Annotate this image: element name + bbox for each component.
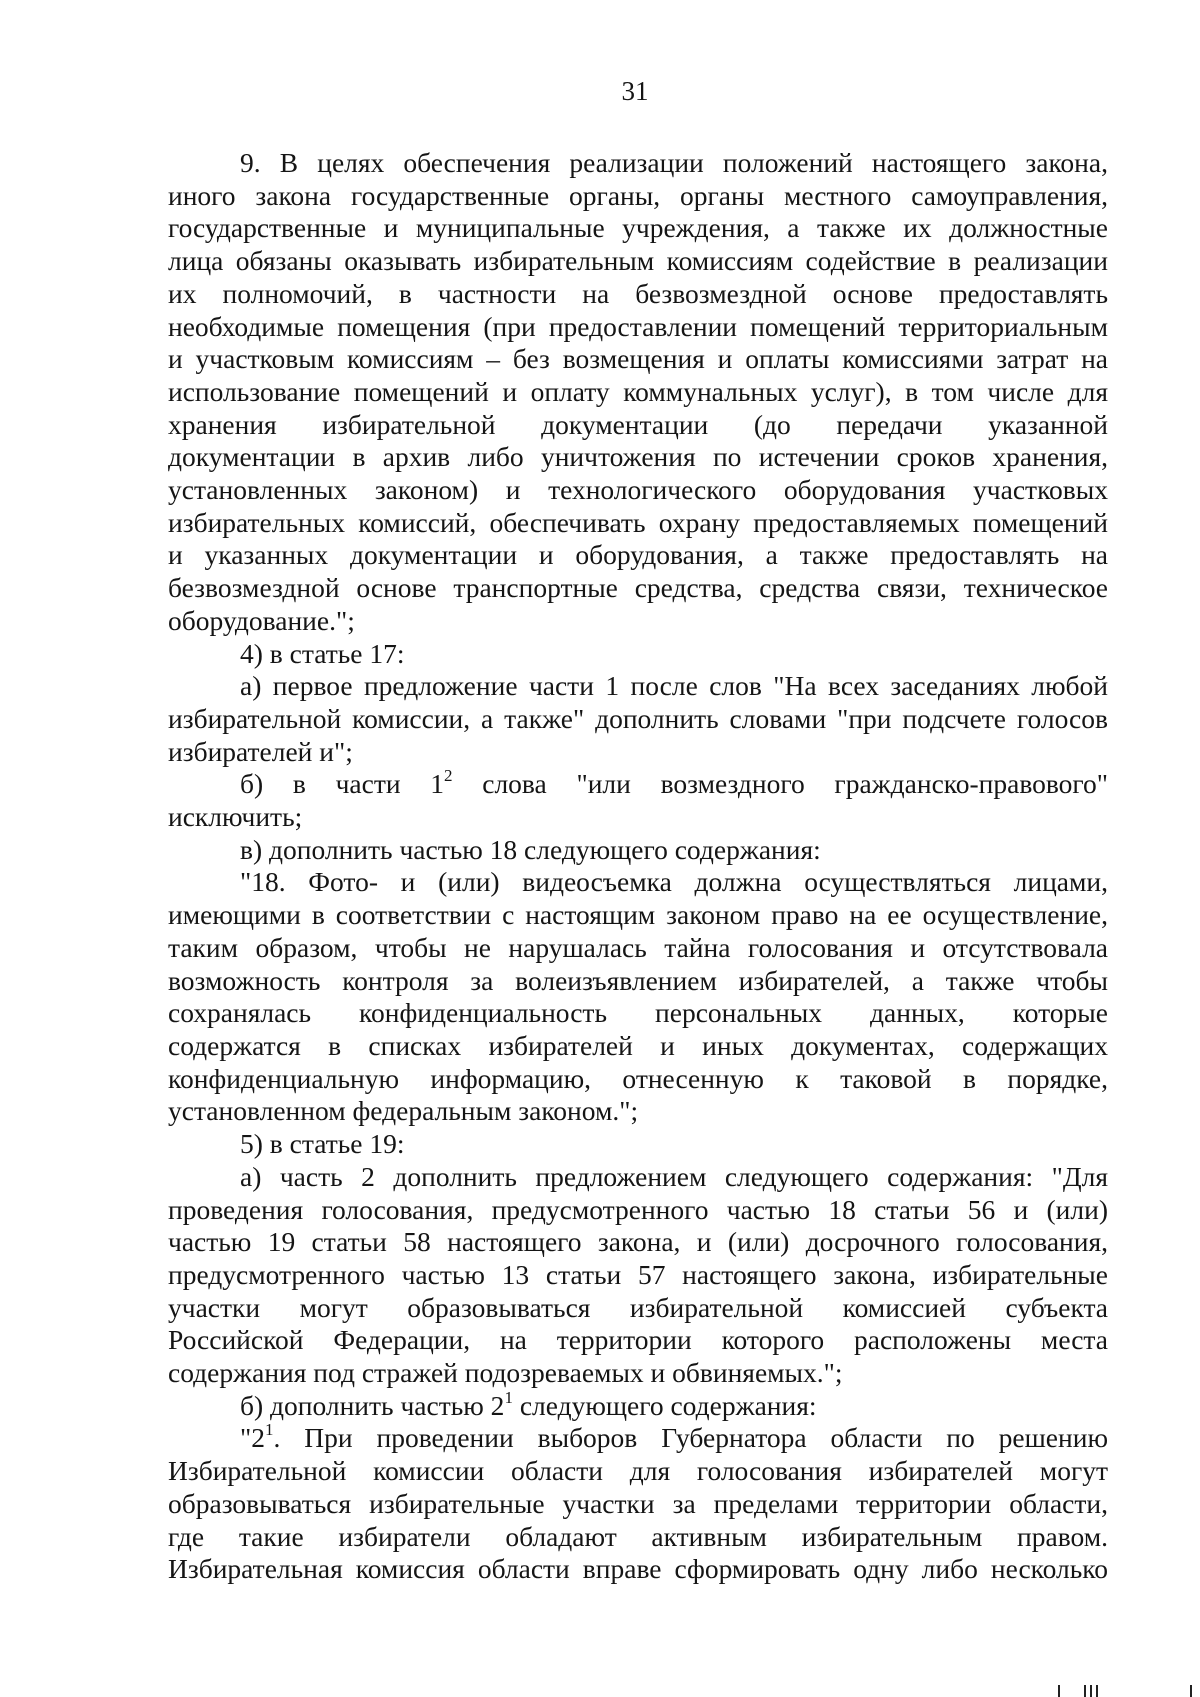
text-line: необходимые помещения (при предоставлении помещений территориальным xyxy=(168,310,1108,342)
text-line: содержатся в списках избирателей и иных документах, содержащих xyxy=(168,1029,1108,1061)
clause-9-paragraph xyxy=(168,147,1108,638)
page-number: 31 xyxy=(621,76,649,106)
text-line: Избирательной комиссии области для голосования избирателей могут xyxy=(168,1455,1108,1487)
superscript: 1 xyxy=(264,1420,274,1440)
text-line: предусмотренного частью 13 статьи 57 настоящего закона, избирательные xyxy=(168,1258,1108,1290)
text-line: и указанных документации и оборудования, а также предоставлять на xyxy=(168,539,1108,571)
text-segment: "2 xyxy=(240,1422,265,1454)
text-line: имеющими в соответствии с настоящим законом право на ее осуществление, xyxy=(168,899,1108,931)
text-line: 9. В целях обеспечения реализации положений настоящего закона, xyxy=(240,147,1108,178)
part-18-paragraph xyxy=(168,866,1108,1128)
text-segment: слова "или возмездного гражданско-правового" xyxy=(452,768,1108,800)
text-line: их полномочий, в частности на безвозмездной основе предоставлять xyxy=(168,277,1108,309)
text-line: безвозмездной основе транспортные средства, средства связи, техническое xyxy=(168,572,1108,604)
text-line: частью 19 статьи 58 настоящего закона, и (или) досрочного голосования, xyxy=(168,1226,1108,1258)
superscript: 1 xyxy=(504,1387,513,1407)
scan-edge-marks xyxy=(1040,1679,1200,1697)
item-4a-paragraph xyxy=(168,670,1108,768)
text-line: сохранялась конфиденциальность персональных данных, которые xyxy=(168,997,1108,1029)
text-segment: б) дополнить частью 2 xyxy=(240,1389,505,1421)
text-line: избирательной комиссии, а также" дополнить словами "при подсчете голосов xyxy=(168,702,1108,734)
text-line: избирательных комиссий, обеспечивать охрану предоставляемых помещений xyxy=(168,506,1108,538)
text-line: а) часть 2 дополнить предложением следующего содержания: "Для xyxy=(240,1160,1108,1192)
text-line: использование помещений и оплату коммунальных услуг), в том числе для xyxy=(168,375,1108,407)
text-segment: . При проведении выборов Губернатора области по решению xyxy=(273,1422,1108,1454)
text-line: Избирательная комиссия области вправе сформировать одну либо несколько xyxy=(168,1553,1108,1585)
item-4c-heading: в) дополнить частью 18 следующего содержания: xyxy=(240,833,821,865)
text-line xyxy=(168,768,1108,801)
item-5b-heading xyxy=(168,1387,1108,1423)
part-2-1-paragraph xyxy=(168,1422,1108,1586)
text-line: избирателей и"; xyxy=(168,735,353,767)
text-line: участки могут образовываться избирательной комиссией субъекта xyxy=(168,1291,1108,1323)
text-line: "18. Фото- и (или) видеосъемка должна осуществляться лицами, xyxy=(240,866,1108,898)
text-line: а) первое предложение части 1 после слов "На всех заседаниях любой xyxy=(240,670,1108,702)
text-line: государственные и муниципальные учреждения, а также их должностные xyxy=(168,212,1108,244)
text-line: и участковым комиссиям – без возмещения и оплаты комиссиями затрат на xyxy=(168,343,1108,375)
text-line: образовываться избирательные участки за пределами территории области, xyxy=(168,1487,1108,1519)
text-line: хранения избирательной документации (до передачи указанной xyxy=(168,408,1108,440)
text-line: оборудование."; xyxy=(168,604,355,636)
text-line: Российской Федерации, на территории которого расположены места xyxy=(168,1324,1108,1356)
item-4b-paragraph xyxy=(168,768,1108,833)
text-line xyxy=(168,1422,1108,1455)
text-line: установленных законом) и технологического оборудования участковых xyxy=(168,474,1108,506)
text-line: установленном федеральным законом."; xyxy=(168,1095,639,1127)
text-line: конфиденциальную информацию, отнесенную к таковой в порядке, xyxy=(168,1062,1108,1094)
document-body xyxy=(168,147,1108,1586)
item-5a-paragraph xyxy=(168,1161,1108,1390)
text-segment: следующего содержания: xyxy=(512,1389,817,1421)
text-line: лица обязаны оказывать избирательным комиссиям содействие в реализации xyxy=(168,245,1108,277)
text-line: возможность контроля за волеизъявлением избирателей, а также чтобы xyxy=(168,964,1108,996)
text-segment: б) в части 1 xyxy=(240,768,445,800)
item-4-heading: 4) в статье 17: xyxy=(240,637,405,669)
text-line: где такие избиратели обладают активным избирательным правом. xyxy=(168,1520,1108,1552)
text-line: таким образом, чтобы не нарушалась тайна голосования и отсутствовала xyxy=(168,931,1108,963)
text-line: проведения голосования, предусмотренного частью 18 статьи 56 и (или) xyxy=(168,1193,1108,1225)
item-5-heading: 5) в статье 19: xyxy=(240,1128,405,1160)
text-line: документации в архив либо уничтожения по истечении сроков хранения, xyxy=(168,441,1108,473)
text-line: содержания под стражей подозреваемых и обвиняемых."; xyxy=(168,1357,843,1389)
superscript: 2 xyxy=(444,766,453,786)
text-line: иного закона государственные органы, органы местного самоуправления, xyxy=(168,179,1108,211)
text-line: исключить; xyxy=(168,801,303,833)
